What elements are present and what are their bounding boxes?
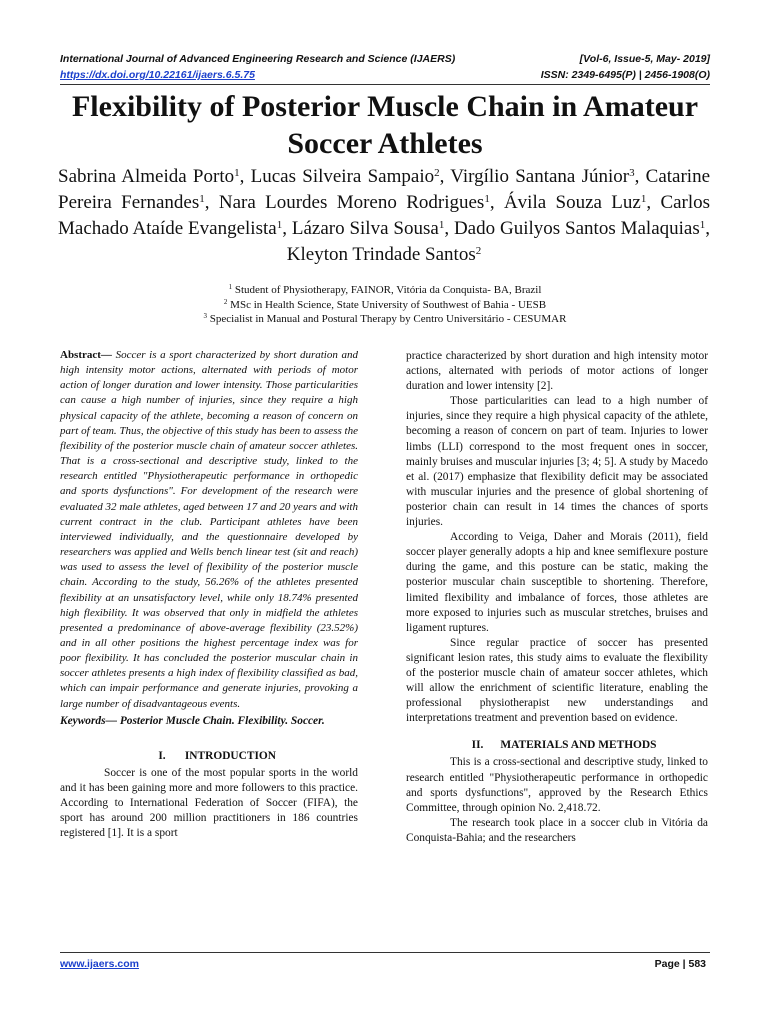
keywords-text: Posterior Muscle Chain. Flexibility. Soccer.	[119, 714, 325, 727]
section-title: INTRODUCTION	[184, 749, 276, 762]
paragraph-injuries: Those particularities can lead to a high number of injuries, since they require a high physical capacity of the athlete, becoming a reason of concern on part of team. Injuries to lower limbs (LLI) correspond to the most frequent ones in soccer, mainly bruises and muscular injuries [3; 4; 5]. A study by Macedo et al. (2017) emphasize that flexibility deficit may be associated with muscular injuries and the presence of global shortening of posterior chain can result in 14 times the chances of sports injuries.	[406, 395, 708, 529]
footer-rule	[60, 952, 710, 953]
author-affiliation-marker: 1	[699, 219, 706, 231]
right-column	[406, 349, 708, 846]
paper-title: Flexibility of Posterior Muscle Chain in Amateur Soccer Athletes	[71, 90, 699, 160]
author-name: Lucas Silveira Sampaio	[250, 166, 435, 187]
affiliation	[60, 312, 710, 327]
author-affiliation-marker: 1	[438, 219, 445, 231]
author-affiliation-marker: 1	[276, 219, 283, 231]
author-name: Virgílio Santana Júnior	[450, 166, 630, 187]
affiliation-marker: 3	[203, 312, 208, 320]
footer-site-link[interactable]: www.ijaers.com	[60, 958, 139, 970]
author-separator: ,	[646, 192, 661, 213]
affiliation-text: Student of Physiotherapy, FAINOR, Vitória da Conquista- BA, Brazil	[234, 284, 542, 296]
keywords-label: Keywords—	[60, 714, 117, 727]
abstract-label: Abstract—	[60, 349, 112, 361]
section-title: MATERIALS AND METHODS	[500, 739, 657, 752]
section-number: I.	[158, 749, 166, 762]
author-affiliation-marker: 3	[629, 167, 635, 179]
author-list	[58, 164, 710, 268]
author-separator: ,	[204, 192, 219, 213]
author-name: Dado Guilyos Santos Malaquias	[453, 218, 700, 239]
paragraph-continued: practice characterized by short duration and high intensity motor actions, alternated with periods of motor actions of longer duration and lower intensity [2].	[406, 350, 708, 393]
author-separator: ,	[489, 192, 504, 213]
author-affiliation-marker: 1	[640, 193, 647, 205]
affiliation	[60, 283, 710, 298]
author-separator: ,	[439, 166, 451, 187]
section-heading-introduction	[60, 749, 358, 764]
author-affiliation-marker: 1	[199, 193, 205, 205]
author-name: Nara Lourdes Moreno Rodrigues	[218, 192, 485, 213]
doi-link-wrap	[60, 68, 255, 82]
author-name: Lázaro Silva Sousa	[291, 218, 439, 239]
author-name: Carlos Machado Ataíde Evangelista	[58, 192, 711, 239]
footer-site-wrap	[60, 958, 139, 970]
page-number: Page | 583	[654, 958, 706, 970]
author-separator: ,	[705, 218, 711, 239]
header-rule	[60, 84, 710, 85]
author-name: Kleyton Trindade Santos	[286, 244, 476, 265]
affiliation-marker: 1	[228, 283, 233, 291]
paragraph-veiga: According to Veiga, Daher and Morais (2011), field soccer player generally adopts a hip and knee semiflexure posture during the game, and this posture can be static, making the posterior muscular chain susceptible to shortening. Therefore, limited flexibility and imbalance of forces, those athletes are more exposed to injuries such as muscular stretches, bruises and ligament ruptures.	[406, 531, 708, 634]
author-separator: ,	[444, 218, 454, 239]
paragraph-methods-2: The research took place in a soccer club in Vitória da Conquista-Bahia; and the researchers	[406, 816, 708, 844]
left-column	[60, 348, 358, 841]
author-affiliation-marker: 2	[434, 167, 440, 179]
author-separator: ,	[634, 166, 646, 187]
affiliation-text: Specialist in Manual and Postural Therapy by Centro Universitário - CESUMAR	[209, 313, 567, 325]
author-name: Sabrina Almeida Porto	[58, 166, 235, 187]
paragraph-methods-1: This is a cross-sectional and descriptive study, linked to research entitled "Physiotherapeutic performance in orthopedic and sports dysfunctions", approved by the Research Ethics Committee, through opinion No. 2,418.72.	[406, 756, 708, 814]
author-separator: ,	[239, 166, 251, 187]
author-affiliation-marker: 1	[484, 193, 490, 205]
author-affiliation-marker: 2	[475, 245, 482, 257]
affiliation	[60, 298, 710, 313]
journal-name: International Journal of Advanced Engineering Research and Science (IJAERS)	[60, 53, 456, 65]
affiliation-list	[60, 283, 710, 327]
issn: ISSN: 2349-6495(P) | 2456-1908(O)	[540, 69, 710, 81]
affiliation-marker: 2	[223, 297, 228, 306]
doi-link[interactable]: https://dx.doi.org/10.22161/ijaers.6.5.75	[60, 69, 255, 81]
keywords	[60, 714, 358, 729]
intro-paragraph: Soccer is one of the most popular sports in the world and it has been gaining more and more followers to this practice. According to International Federation of Soccer (FIFA), the sport has around 200 million practitioners in 186 countries registered [1]. It is a sport	[60, 766, 358, 840]
volume-issue: [Vol-6, Issue-5, May- 2019]	[579, 53, 710, 65]
author-name: Ávila Souza Luz	[503, 192, 641, 213]
author-separator: ,	[282, 218, 292, 239]
section-heading-methods	[406, 738, 708, 753]
affiliation-text: MSc in Health Science, State University of Southwest of Bahia - UESB	[230, 298, 547, 311]
author-affiliation-marker: 1	[234, 167, 240, 179]
paragraph-aim: Since regular practice of soccer has presented significant lesion rates, this study aims to evaluate the flexibility of the posterior muscle chain of amateur soccer athletes, which will allow the enrichment of scientific literature, enabling the professional physiotherapist new understandings and interpretations treatment and prevention based on evidence.	[406, 636, 708, 725]
author-name: Catarine Pereira Fernandes	[58, 166, 710, 213]
abstract	[60, 348, 358, 712]
abstract-text: Soccer is a sport characterized by short duration and high intensity motor actions, alternated with periods of motor action of longer duration and lower intensity. Those particularities can cause a high number of injuries, since they require a high physical capacity of the athlete, becoming a reason of concern on part of team. Thus, the objective of this study has been to assess the flexibility of the posterior muscle chain of amateur soccer athletes. That is a cross-sectional and descriptive study, linked to the research entitled "Physiotherapeutic performance in orthopedic and sports dysfunctions". For development of the research were evaluated 32 male athletes, aged between 17 and 20 years and with current contract in the club. Participant athletes have been interviewed individually, and the questionnaire developed by researchers was applied and Wells bench linear test (sit and reach) was used to assess the level of flexibility of the posterior muscle chain. According to the study, 56.26% of the athletes presented flexibility at an unsatisfactory level, while only 18.74% presented high flexibility. It was observed that only in midfield the athletes presented a predominance of above-average flexibility (23.52%) and in all other positions the highest percentage index was for poor flexibility. It has concluded the posterior muscular chain in soccer athletes presents a high index of flexibility classified as bad, which can impair performance and generate injuries, provoking a large number of disadvantageous events.	[60, 349, 359, 710]
section-number: II.	[471, 739, 484, 752]
